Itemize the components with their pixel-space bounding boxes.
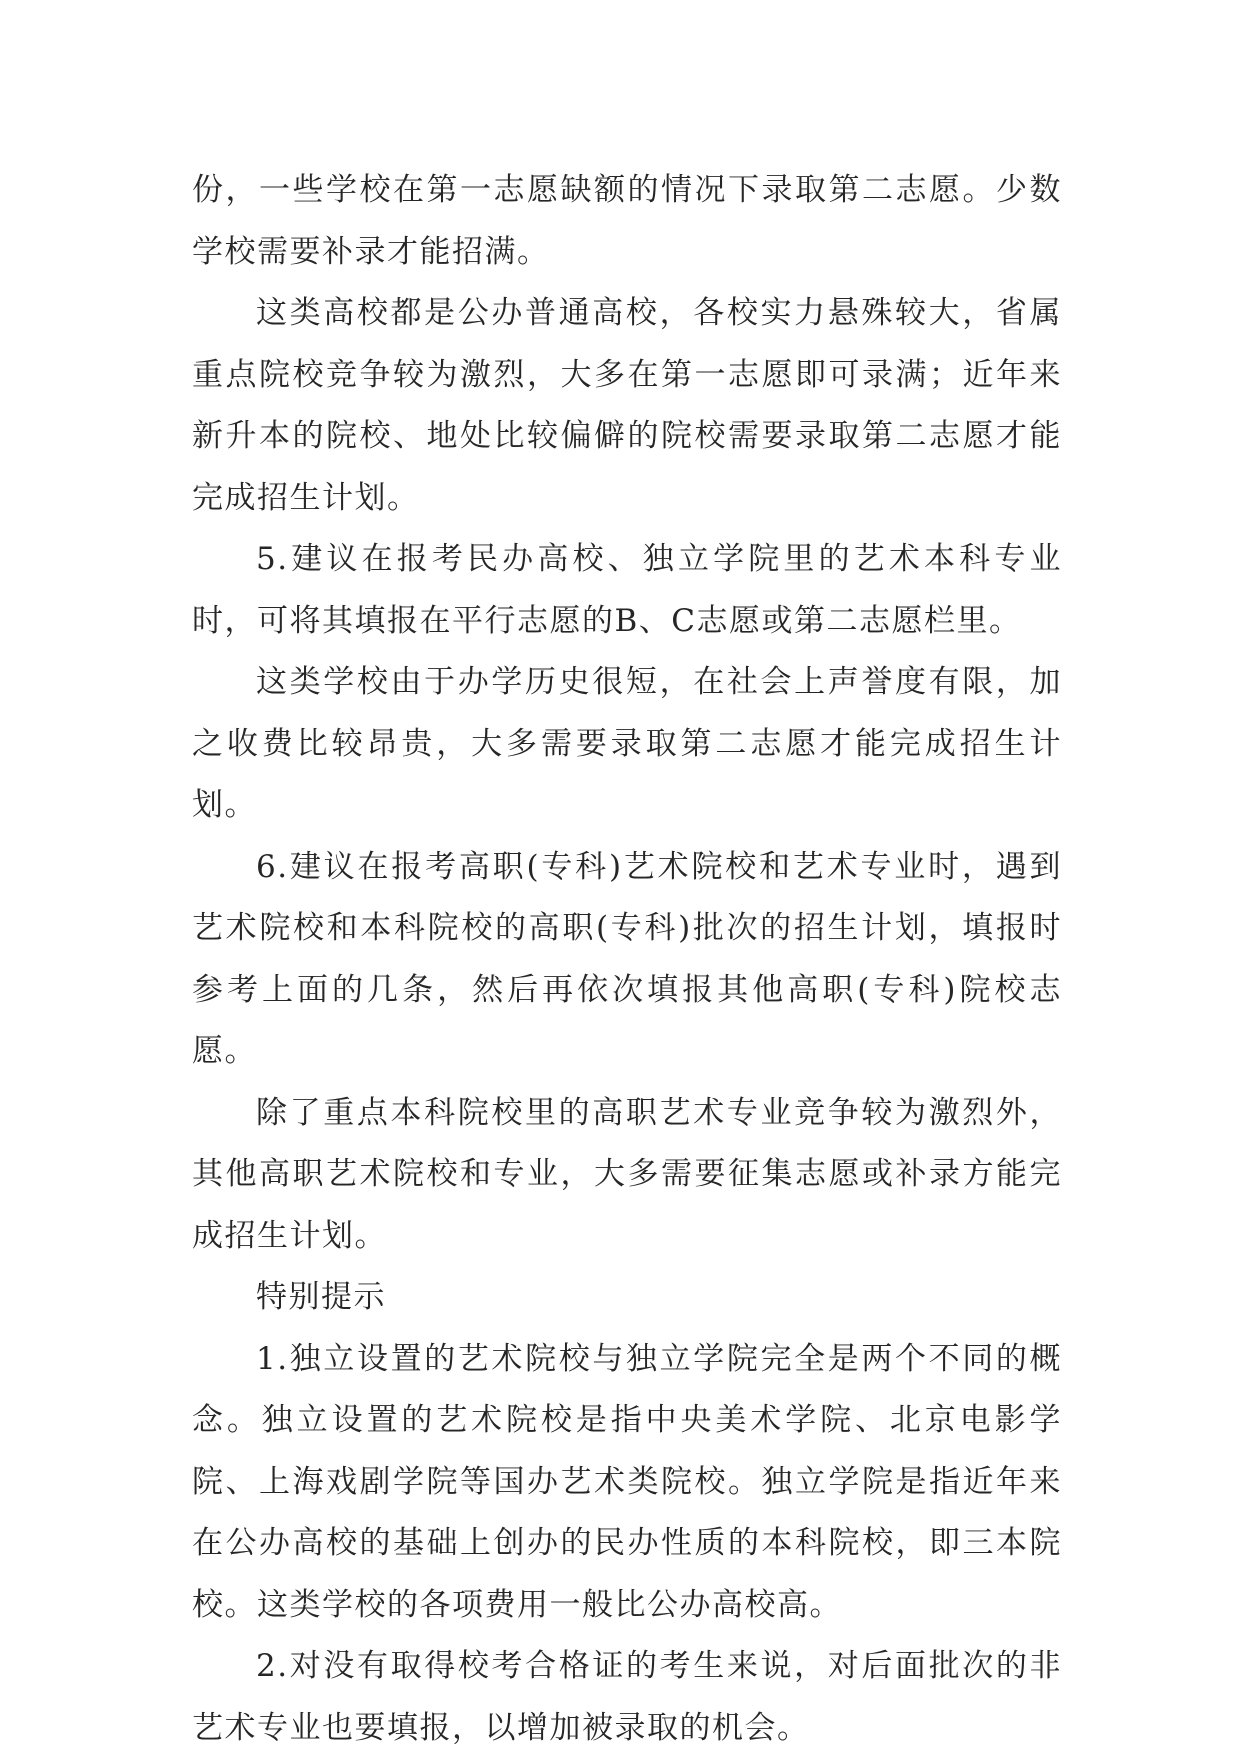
paragraph: 除了重点本科院校里的高职艺术专业竞争较为激烈外，其他高职艺术院校和专业，大多需要征集志愿或补录方能完成招生计划。 xyxy=(192,1094,1062,1254)
paragraph: 这类学校由于办学历史很短，在社会上声誉度有限，加之收费比较昂贵，大多需要录取第二志愿才能完成招生计划。 xyxy=(192,664,1062,823)
paragraph: 这类高校都是公办普通高校，各校实力悬殊较大，省属重点院校竞争较为激烈，大多在第一志愿即可录满；近年来新升本的院校、地处比较偏僻的院校需要录取第二志愿才能完成招生计划。 xyxy=(192,295,1062,516)
paragraph-tip-1: 1.独立设置的艺术院校与独立学院完全是两个不同的概念。独立设置的艺术院校是指中央美术学院、北京电影学院、上海戏剧学院等国办艺术类院校。独立学院是指近年来在公办高校的基础上创办的民办性质的本科院校，即三本院校。这类学校的各项费用一般比公办高校高。 xyxy=(192,1340,1062,1623)
paragraph-continuation: 份，一些学校在第一志愿缺额的情况下录取第二志愿。少数学校需要补录才能招满。 xyxy=(192,172,1062,270)
section-heading: 特别提示 xyxy=(256,1279,386,1315)
paragraph-item-6: 6.建议在报考高职(专科)艺术院校和艺术专业时，遇到艺术院校和本科院校的高职(专科)批次的招生计划，填报时参考上面的几条，然后再依次填报其他高职(专科)院校志愿。 xyxy=(192,848,1062,1069)
paragraph-tip-2: 2.对没有取得校考合格证的考生来说，对后面批次的非艺术专业也要填报，以增加被录取的机会。 xyxy=(192,1648,1062,1746)
document-body xyxy=(192,160,1062,1759)
paragraph-item-5: 5.建议在报考民办高校、独立学院里的艺术本科专业时，可将其填报在平行志愿的B、C志愿或第二志愿栏里。 xyxy=(192,541,1062,639)
